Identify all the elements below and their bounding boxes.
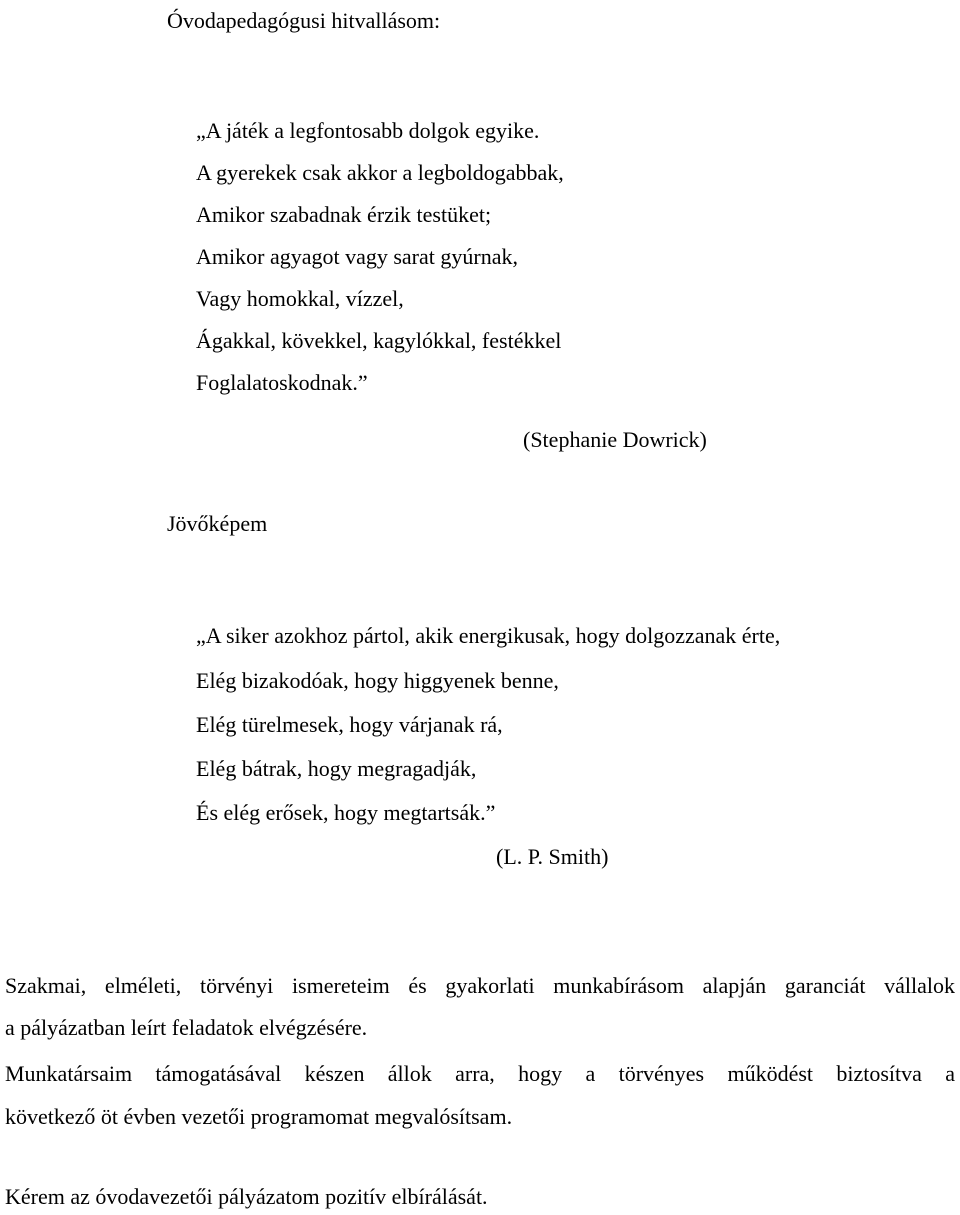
quote-line: Foglalatoskodnak.” [196, 370, 368, 395]
quote-line: A gyerekek csak akkor a legboldogabbak, [196, 160, 564, 185]
paragraph-line: következő öt évben vezetői programomat megvalósítsam. [5, 1104, 513, 1129]
quote-line: „A játék a legfontosabb dolgok egyike. [196, 118, 540, 143]
quote-line: Vagy homokkal, vízzel, [196, 286, 404, 311]
paragraph-line: Munkatársaim támogatásával készen állok arra, hogy a törvényes működést biztosítva a [5, 1061, 955, 1086]
document-heading: Óvodapedagógusi hitvallásom: [167, 8, 441, 33]
quote-line: Elég türelmesek, hogy várjanak rá, [196, 712, 503, 737]
quote-line: És elég erősek, hogy megtartsák.” [196, 800, 496, 825]
quote-author: (L. P. Smith) [496, 844, 609, 869]
closing-sentence: Kérem az óvodavezetői pályázatom pozitív elbírálását. [5, 1184, 488, 1209]
quote-line: Elég bizakodóak, hogy higgyenek benne, [196, 668, 559, 693]
quote-line: Ágakkal, kövekkel, kagylókkal, festékkel [196, 328, 562, 353]
quote-line: „A siker azokhoz pártol, akik energikusak, hogy dolgozzanak érte, [196, 623, 781, 648]
quote-line: Amikor agyagot vagy sarat gyúrnak, [196, 244, 518, 269]
quote-line: Elég bátrak, hogy megragadják, [196, 756, 477, 781]
quote-line: Amikor szabadnak érzik testüket; [196, 202, 492, 227]
section-title: Jövőképem [167, 511, 268, 536]
quote-author: (Stephanie Dowrick) [523, 427, 707, 452]
paragraph-line: Szakmai, elméleti, törvényi ismereteim és gyakorlati munkabírásom alapján garanciát vállalok [5, 973, 955, 998]
paragraph-line: a pályázatban leírt feladatok elvégzésére. [5, 1015, 368, 1040]
